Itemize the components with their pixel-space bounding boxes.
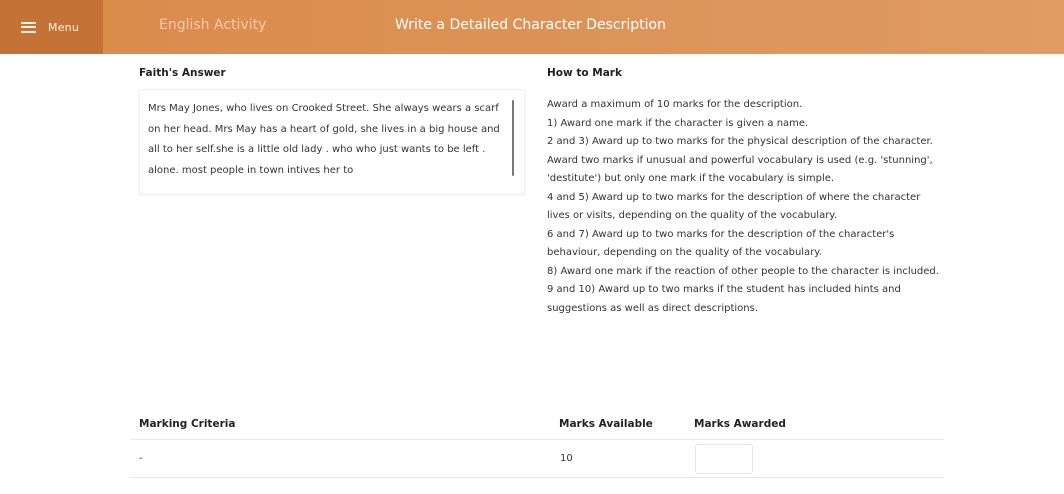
page-title: Write a Detailed Character Description xyxy=(395,17,666,33)
marking-line: 1) Award one mark if the character is given a name. xyxy=(547,117,809,129)
header-marks-awarded: Marks Awarded xyxy=(694,418,786,430)
answer-heading: Faith's Answer xyxy=(139,67,226,79)
table-row xyxy=(130,440,944,478)
how-to-mark-heading: How to Mark xyxy=(547,67,622,79)
student-answer-text: Mrs May Jones, who lives on Crooked Street. She always wears a scarf on her head. Mrs May has a heart of gold, she lives in a big house and all to her self.she is a little old lady . who who just wants to be left . alone. most people in town intives her to xyxy=(148,103,500,176)
activity-title: English Activity xyxy=(159,17,267,33)
menu-button[interactable] xyxy=(0,0,103,54)
header-marking-criteria: Marking Criteria xyxy=(139,418,236,430)
top-bar xyxy=(0,0,1064,54)
marking-line: 2 and 3) Award up to two marks for the physical description of the character. Award two marks if unusual and powerful vocabulary is used (e.g. 'stunning', 'destitute') but only one mark if the vocabulary is simple. xyxy=(547,136,933,184)
table-header xyxy=(130,412,944,440)
marking-line: 8) Award one mark if the reaction of other people to the character is included. xyxy=(547,265,939,277)
student-answer-box[interactable] xyxy=(139,89,525,195)
header-marks-available: Marks Available xyxy=(559,418,653,430)
marks-awarded-input[interactable] xyxy=(695,444,753,474)
marking-line: 4 and 5) Award up to two marks for the description of where the character lives or visits, depending on the quality of the vocabulary. xyxy=(547,191,921,221)
marks-available-cell: 10 xyxy=(560,453,573,464)
marking-line: 6 and 7) Award up to two marks for the description of the character's behaviour, depending on the quality of the vocabulary. xyxy=(547,228,895,258)
marking-instructions xyxy=(547,96,943,318)
menu-label: Menu xyxy=(48,20,80,34)
criteria-cell: - xyxy=(139,453,143,464)
hamburger-icon xyxy=(21,22,36,33)
answer-scrollbar[interactable] xyxy=(512,100,514,176)
marking-table xyxy=(130,412,944,478)
marking-line: 9 and 10) Award up to two marks if the student has included hints and suggestions as well as direct descriptions. xyxy=(547,284,901,314)
marking-line: Award a maximum of 10 marks for the description. xyxy=(547,99,803,110)
